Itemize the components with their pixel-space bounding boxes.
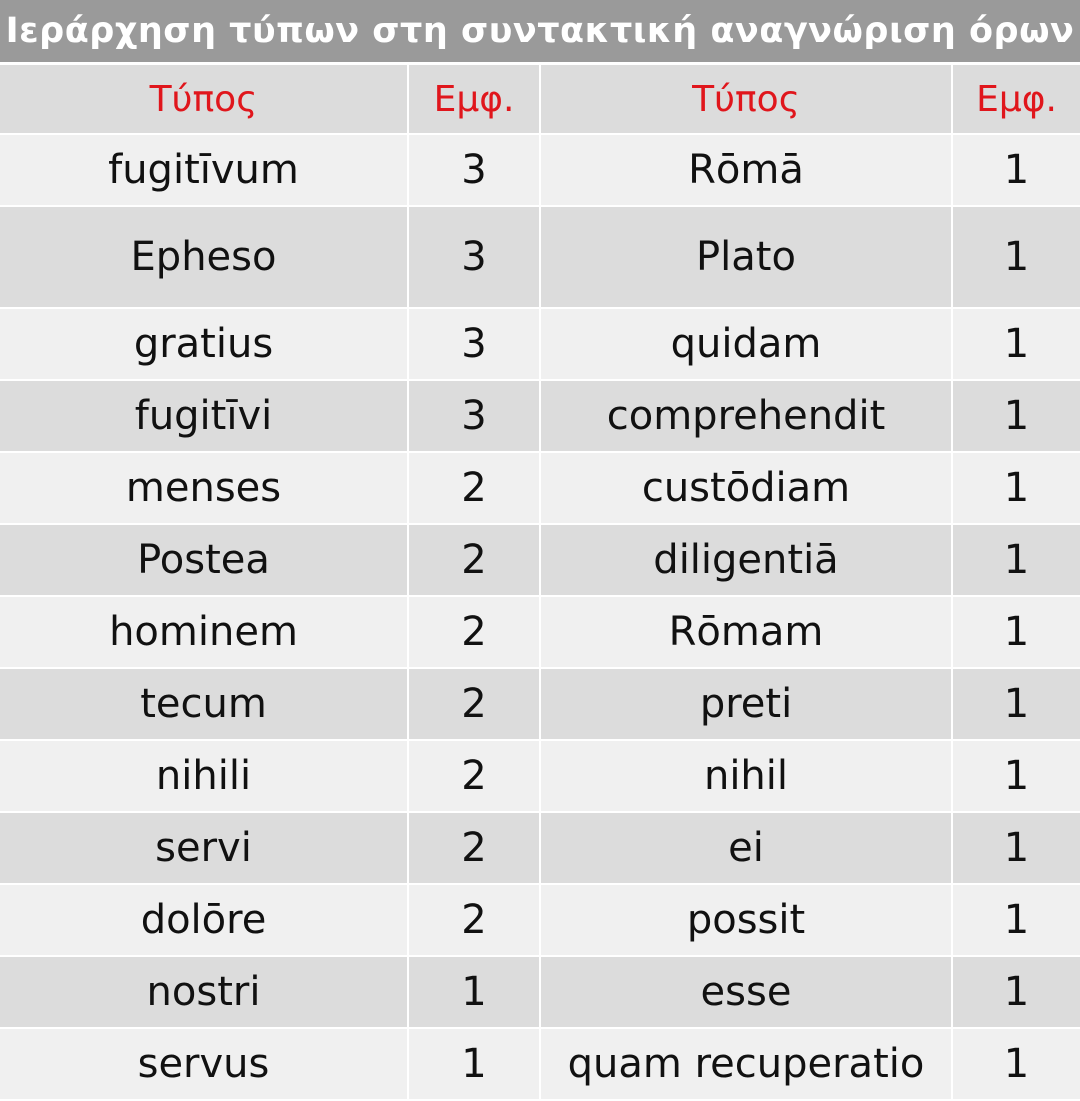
left-count-cell: 2 xyxy=(408,884,540,956)
table-row xyxy=(0,740,1080,812)
left-type-cell: Epheso xyxy=(0,206,408,308)
table-row xyxy=(0,956,1080,1028)
left-count-cell: 2 xyxy=(408,524,540,596)
left-type-cell: Postea xyxy=(0,524,408,596)
right-type-cell: preti xyxy=(540,668,952,740)
left-type-cell: nostri xyxy=(0,956,408,1028)
left-count-cell: 3 xyxy=(408,308,540,380)
left-type-cell: hominem xyxy=(0,596,408,668)
right-count-cell: 1 xyxy=(952,134,1080,206)
right-type-cell: ei xyxy=(540,812,952,884)
left-type-cell: gratius xyxy=(0,308,408,380)
left-count-cell: 1 xyxy=(408,956,540,1028)
left-type-cell: fugitīvi xyxy=(0,380,408,452)
table-row xyxy=(0,596,1080,668)
header-count-left: Εμφ. xyxy=(408,65,540,134)
left-type-cell: dolōre xyxy=(0,884,408,956)
left-count-cell: 1 xyxy=(408,1028,540,1100)
header-row xyxy=(0,65,1080,134)
right-count-cell: 1 xyxy=(952,596,1080,668)
right-type-cell: Rōmam xyxy=(540,596,952,668)
right-count-cell: 1 xyxy=(952,380,1080,452)
left-type-cell: tecum xyxy=(0,668,408,740)
right-type-cell: Rōmā xyxy=(540,134,952,206)
header-count-right: Εμφ. xyxy=(952,65,1080,134)
right-count-cell: 1 xyxy=(952,206,1080,308)
left-count-cell: 2 xyxy=(408,452,540,524)
header-type-right: Τύπος xyxy=(540,65,952,134)
right-type-cell: Plato xyxy=(540,206,952,308)
left-count-cell: 3 xyxy=(408,380,540,452)
right-type-cell: quidam xyxy=(540,308,952,380)
right-count-cell: 1 xyxy=(952,740,1080,812)
right-type-cell: nihil xyxy=(540,740,952,812)
right-count-cell: 1 xyxy=(952,524,1080,596)
right-type-cell: comprehendit xyxy=(540,380,952,452)
table-row xyxy=(0,884,1080,956)
table-row xyxy=(0,812,1080,884)
right-count-cell: 1 xyxy=(952,668,1080,740)
table-row xyxy=(0,308,1080,380)
right-count-cell: 1 xyxy=(952,1028,1080,1100)
left-count-cell: 2 xyxy=(408,740,540,812)
right-type-cell: diligentiā xyxy=(540,524,952,596)
right-type-cell: esse xyxy=(540,956,952,1028)
table-row xyxy=(0,524,1080,596)
right-type-cell: custōdiam xyxy=(540,452,952,524)
table-row xyxy=(0,452,1080,524)
header-type-left: Τύπος xyxy=(0,65,408,134)
left-type-cell: servi xyxy=(0,812,408,884)
left-count-cell: 3 xyxy=(408,134,540,206)
left-type-cell: fugitīvum xyxy=(0,134,408,206)
table-row xyxy=(0,1028,1080,1100)
left-count-cell: 3 xyxy=(408,206,540,308)
table-row xyxy=(0,206,1080,308)
table-row xyxy=(0,380,1080,452)
left-type-cell: menses xyxy=(0,452,408,524)
right-count-cell: 1 xyxy=(952,884,1080,956)
right-count-cell: 1 xyxy=(952,308,1080,380)
left-type-cell: nihili xyxy=(0,740,408,812)
table-row xyxy=(0,134,1080,206)
right-type-cell: possit xyxy=(540,884,952,956)
left-count-cell: 2 xyxy=(408,812,540,884)
page-title: Ιεράρχηση τύπων στη συντακτική αναγνώριση όρων xyxy=(0,0,1080,62)
right-count-cell: 1 xyxy=(952,812,1080,884)
right-count-cell: 1 xyxy=(952,956,1080,1028)
left-count-cell: 2 xyxy=(408,596,540,668)
left-type-cell: servus xyxy=(0,1028,408,1100)
right-count-cell: 1 xyxy=(952,452,1080,524)
table-row xyxy=(0,668,1080,740)
right-type-cell: quam recuperatio xyxy=(540,1028,952,1100)
left-count-cell: 2 xyxy=(408,668,540,740)
ranking-table xyxy=(0,65,1080,1101)
